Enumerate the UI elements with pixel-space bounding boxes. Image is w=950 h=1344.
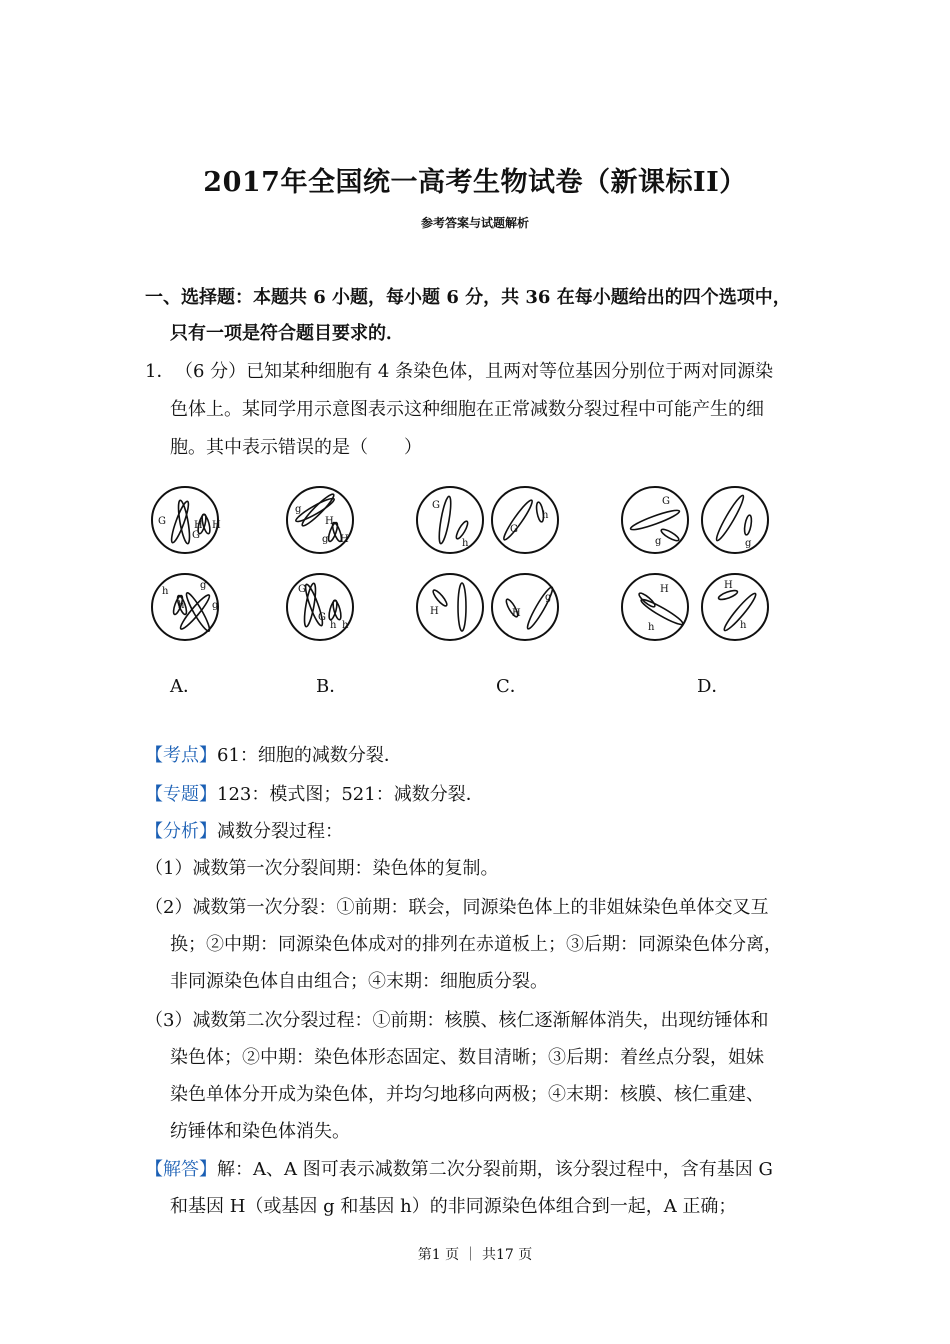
- cell-d-2: [702, 487, 768, 553]
- jieda-text-line1: 解：A、A 图可表示减数第二次分裂前期，该分裂过程中，含有基因 G: [217, 1159, 773, 1180]
- gene-label: g: [212, 600, 219, 611]
- question-line1: （6 分）已知某种细胞有 4 条染色体，且两对等位基因分别位于两对同源染: [175, 361, 774, 382]
- jieda-line1: [145, 1158, 773, 1182]
- gene-label: H: [512, 608, 521, 619]
- gene-label: G: [510, 524, 518, 535]
- page-footer: 第1 页 ｜ 共17 页: [417, 1247, 533, 1263]
- question-line2: 色体上。某同学用示意图表示这种细胞在正常减数分裂过程中可能产生的细: [170, 399, 764, 420]
- gene-label: h: [648, 622, 655, 633]
- gene-label: g: [295, 504, 302, 515]
- option-c-label: C．: [496, 676, 528, 697]
- option-b-label: B．: [316, 676, 348, 697]
- gene-label: G: [662, 496, 670, 507]
- analysis-p3-line2: 染色体；②中期：染色体形态固定、数目清晰；③后期：着丝点分裂，姐妹: [170, 1047, 764, 1068]
- kaodian-line: [145, 744, 402, 768]
- gene-label: H: [660, 584, 669, 595]
- gene-label: G: [158, 516, 166, 527]
- gene-label: G: [432, 500, 440, 511]
- jieda-line2: 和基因 H（或基因 g 和基因 h）的非同源染色体组合到一起，A 正确；: [170, 1196, 737, 1217]
- question-line3: 胞。其中表示错误的是（ ）: [170, 437, 422, 458]
- gene-label: h: [542, 510, 549, 521]
- analysis-p1: （1）减数第一次分裂间期：染色体的复制。: [145, 858, 499, 879]
- fenxi-text: 减数分裂过程：: [217, 821, 343, 842]
- gene-label: H: [724, 580, 733, 591]
- analysis-p2-line1: （2）减数第一次分裂：①前期：联会，同源染色体上的非姐妹染色单体交叉互: [145, 897, 769, 918]
- gene-label: h: [162, 586, 169, 597]
- fenxi-line: [145, 820, 343, 844]
- page-subtitle: 参考答案与试题解析: [420, 216, 529, 230]
- fenxi-tag: 【分析】: [145, 821, 217, 842]
- gene-label: h: [740, 620, 747, 631]
- page-title: 2017年全国统一高考生物试卷（新课标II）: [203, 167, 747, 198]
- analysis-p3-line1: （3）减数第二次分裂过程：①前期：核膜、核仁逐渐解体消失，出现纺锤体和: [145, 1010, 769, 1031]
- gene-label: g: [745, 538, 752, 549]
- section-heading-line2: 只有一项是符合题目要求的．: [170, 323, 404, 344]
- question-number: 1．: [145, 361, 175, 382]
- gene-label: G: [192, 530, 200, 541]
- zhuanti-line: [145, 783, 484, 807]
- gene-label: h: [330, 620, 337, 631]
- cell-d-4: [702, 574, 768, 640]
- option-a-label: A．: [170, 676, 201, 697]
- kaodian-tag: 【考点】: [145, 745, 217, 766]
- analysis-p3-line4: 纺锤体和染色体消失。: [170, 1121, 350, 1142]
- gene-label: h: [462, 538, 469, 549]
- cell-diagrams: [150, 480, 790, 655]
- gene-label: H: [325, 516, 334, 527]
- section-heading-line1: 一、选择题：本题共 6 小题，每小题 6 分，共 36 在每小题给出的四个选项中，: [145, 287, 791, 308]
- gene-label: G: [318, 612, 326, 623]
- analysis-p2-line3: 非同源染色体自由组合；④末期：细胞质分裂。: [170, 971, 548, 992]
- gene-label: g: [200, 580, 207, 591]
- gene-label: G: [298, 584, 306, 595]
- jieda-tag: 【解答】: [145, 1159, 217, 1180]
- zhuanti-tag: 【专题】: [145, 784, 217, 805]
- option-d-label: D．: [697, 676, 730, 697]
- kaodian-text: 61：细胞的减数分裂．: [217, 745, 402, 766]
- cell-c-3: [417, 574, 483, 640]
- cell-c-4: [492, 574, 558, 640]
- gene-label: g: [655, 536, 662, 547]
- analysis-p3-line3: 染色单体分开成为染色体，并均匀地移向两极；④末期：核膜、核仁重建、: [170, 1084, 764, 1105]
- gene-label: g: [545, 592, 552, 603]
- gene-label: H: [212, 520, 221, 531]
- gene-label: h: [178, 600, 185, 611]
- zhuanti-text: 123：模式图；521：减数分裂．: [217, 784, 484, 805]
- gene-label: H: [340, 534, 349, 545]
- gene-label: H: [194, 520, 203, 531]
- gene-label: h: [342, 620, 349, 631]
- gene-label: g: [322, 534, 329, 545]
- gene-label: H: [430, 606, 439, 617]
- analysis-p2-line2: 换；②中期：同源染色体成对的排列在赤道板上；③后期：同源染色体分离，: [170, 934, 782, 955]
